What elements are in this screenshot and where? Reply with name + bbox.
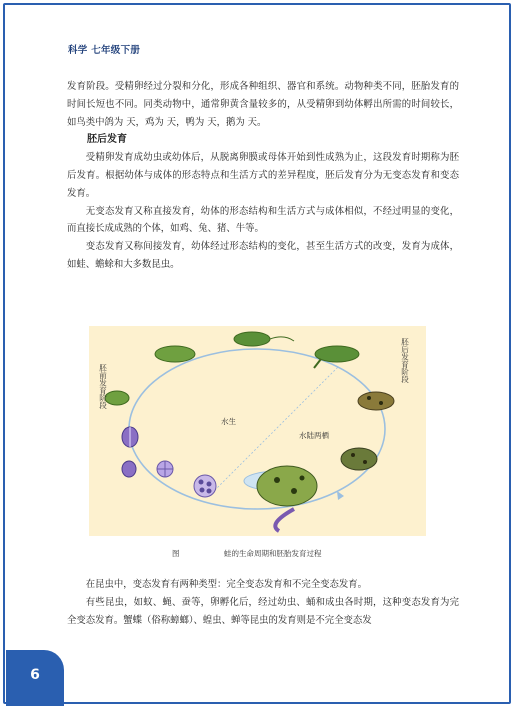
section-subheading: 胚后发育: [87, 134, 127, 146]
life-cycle-illustration: [89, 326, 426, 536]
tadpole-gills-icon: [234, 332, 270, 346]
young-frog-icon: [341, 448, 377, 470]
caption-number: 图: [172, 549, 180, 558]
paragraph: 有些昆虫，如蚊、蝇、蚕等，卵孵化后，经过幼虫、蛹和成虫各时期，这种变态发育为完全变态发育。蟹蝶（俗称蟑螂）、蝗虫、蝉等昆虫的发育则是不完全变态发: [67, 596, 459, 626]
arrow-head: [337, 491, 344, 500]
paragraph: 无变态发育又称直接发育，幼体的形态结构和生活方式与成体相似，不经过明显的变化，而直接长成成熟的个体，如鸡、兔、猪、牛等。: [67, 205, 459, 235]
page-number: 6: [30, 667, 40, 683]
egg-string-icon: [275, 509, 294, 531]
amphibious-label: 水陆两栖: [299, 431, 329, 440]
text-block-bottom: [67, 576, 459, 629]
froglet-icon: [358, 392, 394, 410]
embryo-icon: [122, 461, 136, 477]
running-header: 科学 七年级下册: [68, 45, 141, 56]
egg-cluster-icon: [194, 475, 216, 497]
paragraph: 受精卵发育成幼虫或幼体后，从脱离卵膜或母体开始到性成熟为止，这段发育时期称为胚后发育。根据幼体与成体的形态特点和生活方式的差异程度，胚后发育分为无变态发育和变态发育。: [67, 152, 459, 199]
pre-embryonic-label: 胚前发育阶段: [98, 364, 108, 409]
post-embryonic-label: 胚后发育阶段: [400, 338, 410, 383]
paragraph: 变态发育又称间接发育，幼体经过形态结构的变化，甚至生活方式的改变，发育为成体，如蛙、蟾蜍和大多数昆虫。: [67, 241, 459, 270]
page-number-tab: [6, 650, 64, 706]
frog-life-cycle-figure: [89, 326, 426, 536]
aquatic-label: 水生: [221, 417, 236, 426]
text-block-top: [67, 78, 459, 274]
tadpole-icon: [155, 346, 195, 362]
embryo-tadpole-icon: [105, 391, 129, 405]
caption-text: 蛙的生命周期和胚胎发育过程: [224, 549, 322, 558]
paragraph: 发育阶段。受精卵经过分裂和分化，形成各种组织、器官和系统。动物种类不同，胚胎发育的时间长短也不同。同类动物中，通常卵黄含量较多的，从受精卵到幼体孵出所需的时间较长，如鸟类中鸽为 天，鸡为 天，鸭为 天，鹅为 天。: [67, 81, 459, 128]
paragraph: 在昆虫中，变态发育有两种类型：完全变态发育和不完全变态发育。: [85, 579, 368, 590]
adult-frog-icon: [257, 466, 317, 506]
